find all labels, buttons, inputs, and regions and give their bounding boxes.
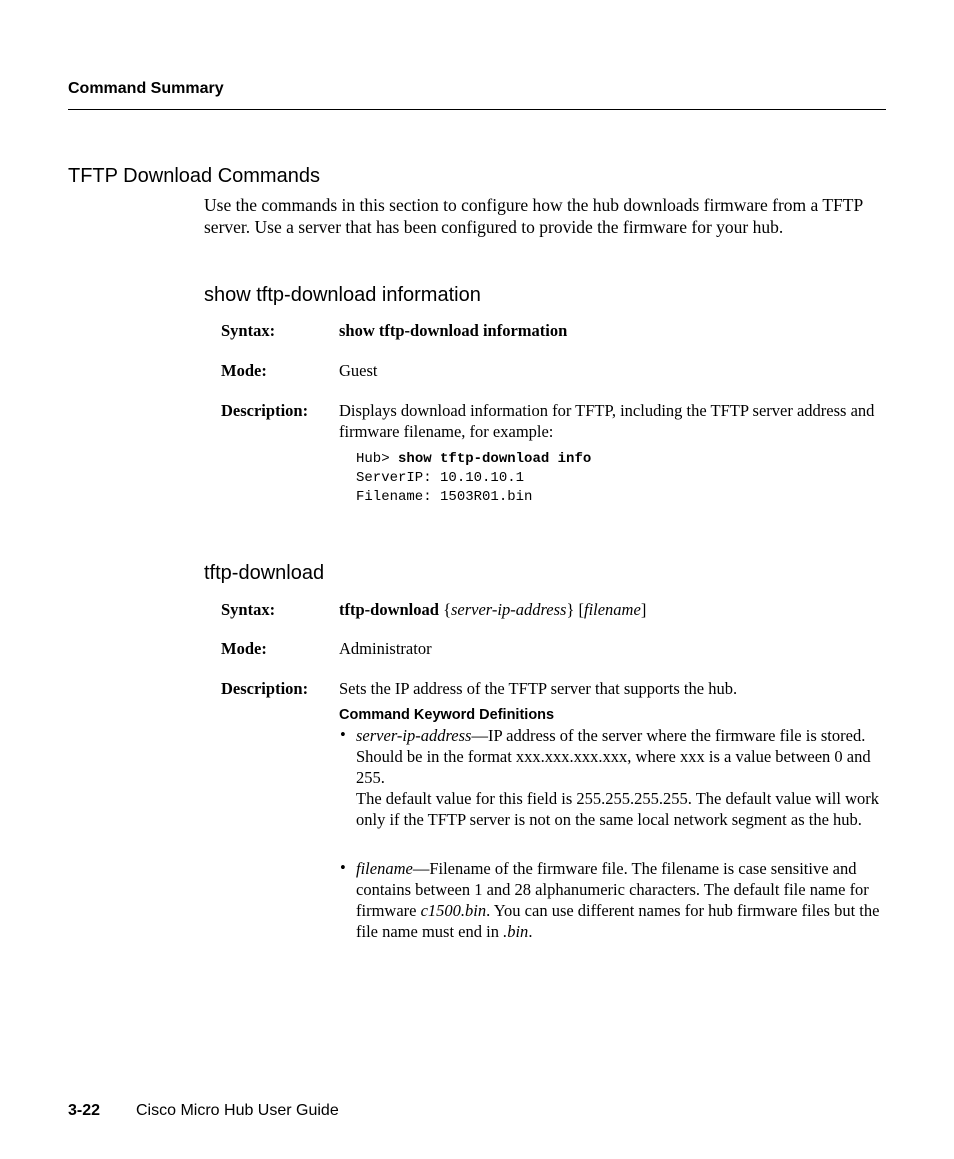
mode-value: Guest: [339, 361, 378, 380]
file-extension: .bin: [503, 922, 529, 941]
section-title: TFTP Download Commands: [68, 165, 320, 187]
bullet-server-ip-address: [356, 725, 886, 830]
description-label: Description:: [221, 401, 309, 420]
running-header: Command Summary: [68, 80, 224, 97]
default-filename: c1500.bin: [420, 901, 487, 920]
syntax-brace-close: } [: [566, 600, 584, 619]
footer-title: Cisco Micro Hub User Guide: [136, 1102, 339, 1119]
bullet-marker: •: [340, 858, 346, 877]
page-number: 3-22: [68, 1102, 101, 1119]
keyword-definitions-title: Command Keyword Definitions: [339, 707, 555, 723]
description-value: Sets the IP address of the TFTP server that supports the hub.: [339, 679, 738, 698]
syntax-bracket-close: ]: [640, 600, 647, 619]
syntax-value: [339, 599, 646, 620]
bullet-definition-cont: . You can use different names for hub firmware files but the file name must end in: [356, 901, 880, 941]
code-line-server: ServerIP: 10.10.10.1: [356, 470, 525, 486]
section-intro: Use the commands in this section to configure how the hub downloads firmware from a TFTP server. Use a server that has been configured to provide the firmware for your hub.: [204, 195, 863, 237]
command-title-show-tftp: show tftp-download information: [204, 284, 481, 306]
description-label: Description:: [221, 679, 309, 698]
code-line-filename: Filename: 1503R01.bin: [356, 489, 533, 505]
mode-value: Administrator: [339, 639, 432, 658]
syntax-brace-open: {: [438, 600, 451, 619]
bullet-period: .: [528, 922, 533, 941]
code-prompt: Hub>: [356, 451, 399, 467]
bullet-filename: [356, 858, 886, 942]
syntax-arg-server-ip: server-ip-address: [450, 600, 567, 619]
mode-label: Mode:: [221, 361, 267, 380]
syntax-label: Syntax:: [221, 600, 276, 619]
bullet-term: server-ip-address: [356, 726, 472, 745]
bullet-marker: •: [340, 725, 346, 744]
bullet-term: filename: [356, 859, 413, 878]
syntax-command: tftp-download: [339, 600, 439, 619]
syntax-arg-filename: filename: [583, 600, 641, 619]
bullet-definition: —Filename of the firmware file. The filename is case sensitive and contains between 1 and 28 alphanumeric characters. The default file name for firmware: [356, 859, 869, 920]
command-title-tftp-download: tftp-download: [204, 562, 325, 584]
syntax-value: show tftp-download information: [339, 321, 568, 340]
description-value: Displays download information for TFTP, including the TFTP server address and firmware filename, for example:: [339, 401, 875, 441]
mode-label: Mode:: [221, 639, 267, 658]
code-command: show tftp-download info: [398, 451, 592, 467]
bullet-default-note: The default value for this field is 255.255.255.255. The default value will work only if the TFTP server is not on the same local network segment as the hub.: [356, 789, 879, 829]
header-rule: [68, 109, 886, 110]
bullet-definition: —IP address of the server where the firmware file is stored. Should be in the format xxx.xxx.xxx.xxx, where xxx is a value between 0 and 255.: [356, 726, 871, 787]
syntax-label: Syntax:: [221, 321, 276, 340]
code-example: [356, 450, 591, 507]
